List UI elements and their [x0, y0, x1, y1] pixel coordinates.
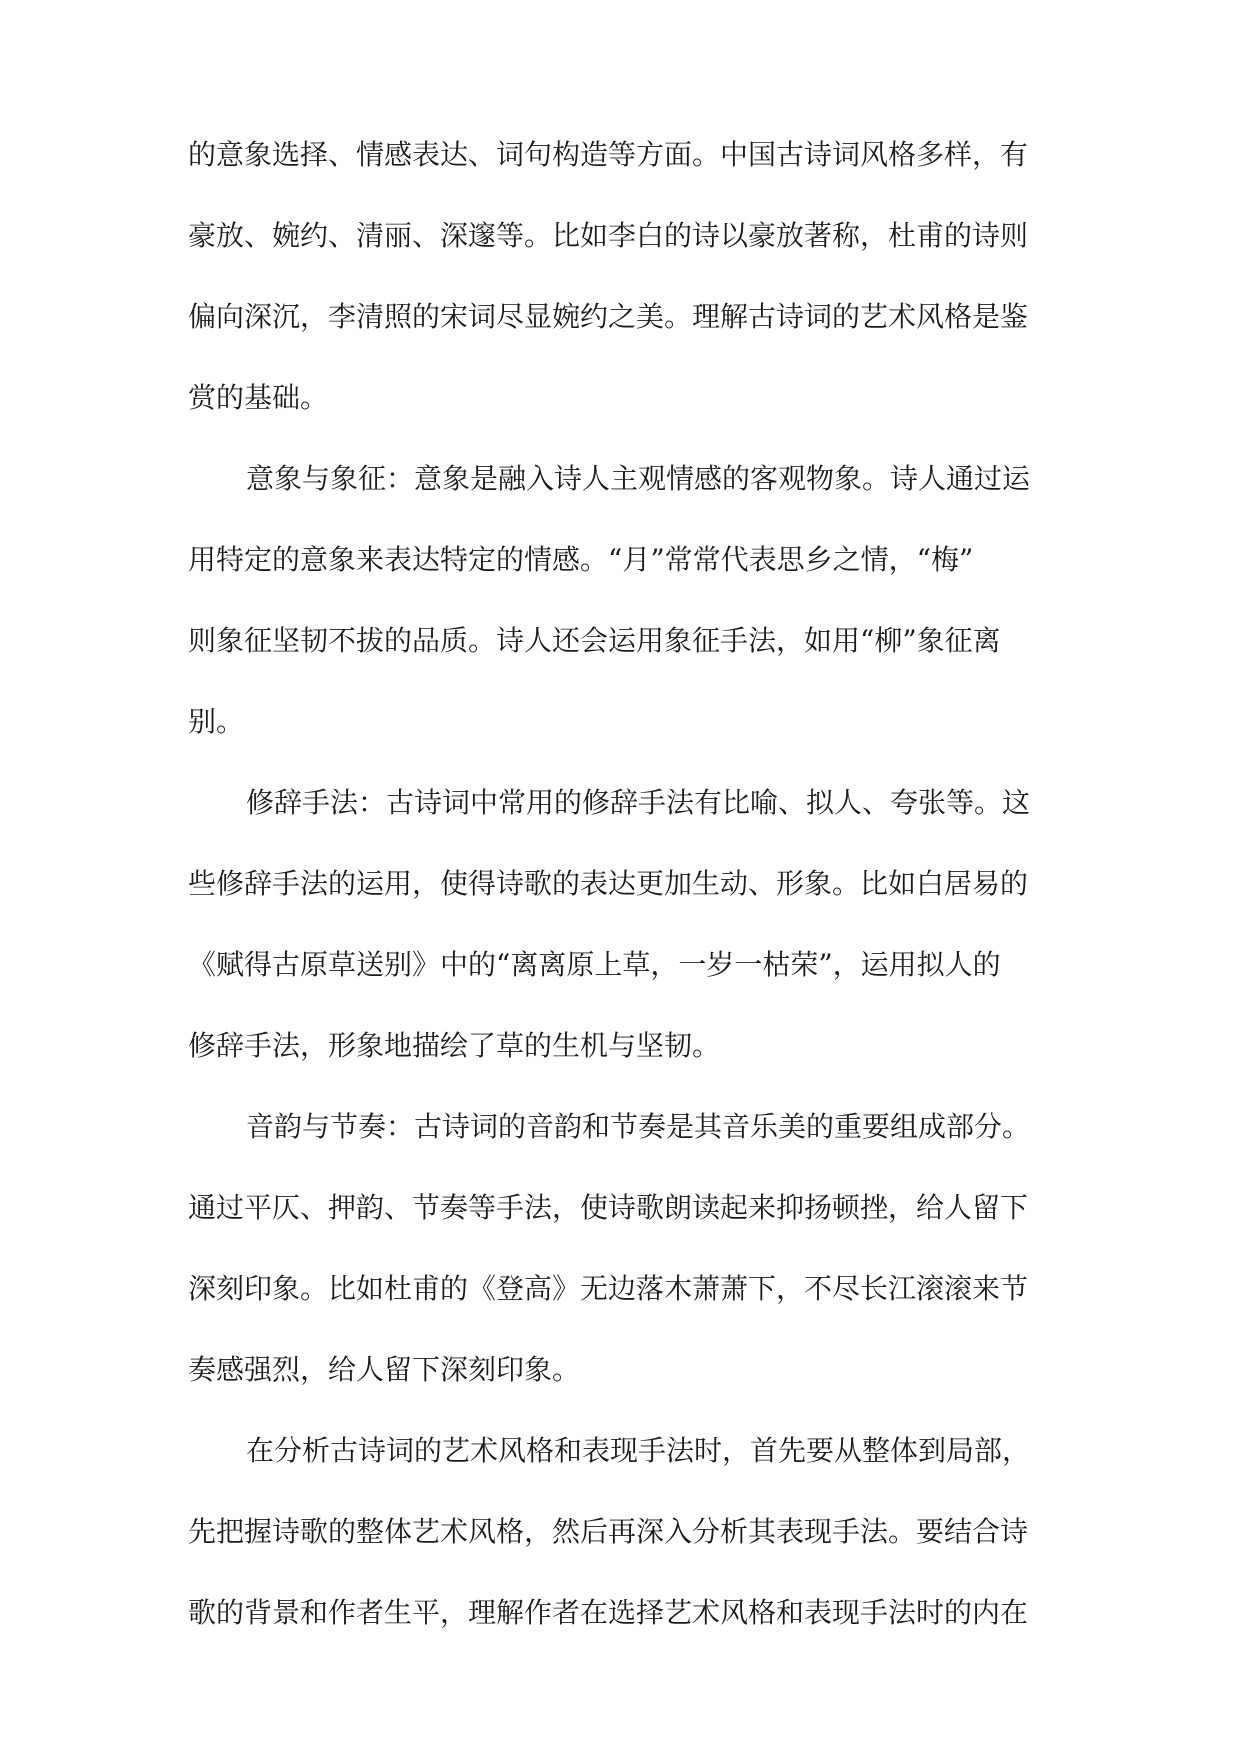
text-line: 赏的基础。: [188, 381, 329, 414]
text-line: 的意象选择、情感表达、词句构造等方面。中国古诗词风格多样，有: [188, 138, 1029, 171]
text-line: 则象征坚韧不拔的品质。诗人还会运用象征手法，如用“柳”象征离: [188, 624, 1001, 657]
text-line: 用特定的意象来表达特定的情感。“月”常常代表思乡之情，“梅”: [188, 543, 974, 576]
text-line: 在分析古诗词的艺术风格和表现手法时，首先要从整体到局部，: [246, 1434, 1031, 1467]
text-line: 奏感强烈，给人留下深刻印象。: [188, 1353, 581, 1386]
text-line: 意象与象征：意象是融入诗人主观情感的客观物象。诗人通过运: [246, 462, 1031, 495]
text-line: 偏向深沉，李清照的宋词尽显婉约之美。理解古诗词的艺术风格是鉴: [188, 300, 1029, 333]
text-line: 豪放、婉约、清丽、深邃等。比如李白的诗以豪放著称，杜甫的诗则: [188, 219, 1029, 252]
text-line: 歌的背景和作者生平，理解作者在选择艺术风格和表现手法时的内在: [188, 1596, 1029, 1629]
text-line: 别。: [188, 705, 245, 738]
text-line: 修辞手法：古诗词中常用的修辞手法有比喻、拟人、夸张等。这: [246, 786, 1031, 819]
text-line: 深刻印象。比如杜甫的《登高》无边落木萧萧下，不尽长江滚滚来节: [188, 1272, 1029, 1305]
text-line: 些修辞手法的运用，使得诗歌的表达更加生动、形象。比如白居易的: [188, 867, 1029, 900]
text-line: 音韵与节奏：古诗词的音韵和节奏是其音乐美的重要组成部分。: [246, 1110, 1031, 1143]
text-line: 修辞手法，形象地描绘了草的生机与坚韧。: [188, 1029, 721, 1062]
text-line: 《赋得古原草送别》中的“离离原上草，一岁一枯荣”，运用拟人的: [188, 948, 1001, 981]
text-line: 通过平仄、押韵、节奏等手法，使诗歌朗读起来抑扬顿挫，给人留下: [188, 1191, 1029, 1224]
text-line: 先把握诗歌的整体艺术风格，然后再深入分析其表现手法。要结合诗: [188, 1515, 1029, 1548]
